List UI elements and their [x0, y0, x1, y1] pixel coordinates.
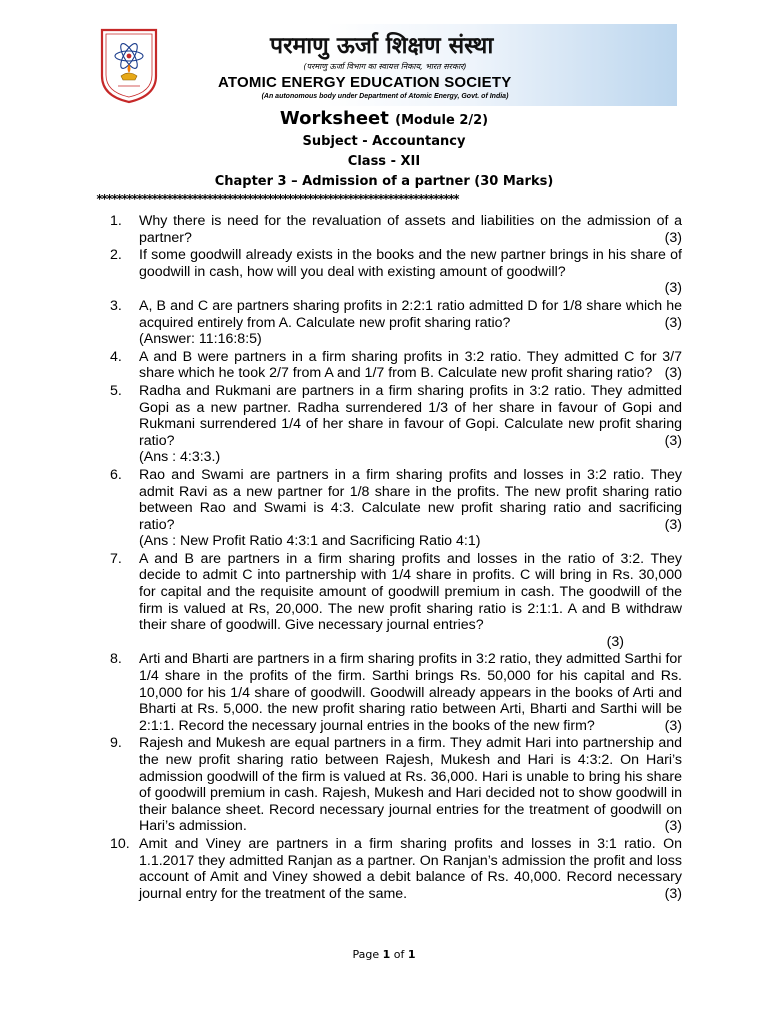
question-text: A, B and C are partners sharing profits in 2:2:1 ratio admitted D for 1/8 share which he acquired entirely from A. Calculate new profit sharing ratio? [139, 297, 682, 331]
question-item [110, 836, 682, 902]
question-answer: (Answer: 11:16:8:5) [139, 331, 262, 348]
question-text: If some goodwill already exists in the books and the new partner brings in his share of goodwill in cash, how will you deal with existing amount of goodwill? [139, 247, 682, 280]
class-label: Class - XII [347, 154, 421, 169]
question-number: 7. [110, 550, 122, 567]
question-list [110, 213, 682, 902]
question-text: A and B were partners in a firm sharing profits in 3:2 ratio. They admitted C for 3/7 share which he took 2/7 from A and 1/7 from B. Calculate new profit sharing ratio? [139, 348, 682, 382]
question-item [110, 735, 682, 835]
question-item [110, 349, 682, 382]
question-text: Rao and Swami are partners in a firm sharing profits and losses in 3:2 ratio. They admit Ravi as a new partner for 1/8 share in the profits. The new profit sharing ratio between Rao and Swami is 4:3. Calculate new profit sharing ratio and sacrificing ratio? [139, 466, 682, 533]
star-separator: ************************************************************************ [96, 192, 458, 206]
module-label: (Module 2/2) [395, 113, 489, 128]
page-of: of [390, 948, 408, 961]
question-number: 9. [110, 735, 122, 752]
question-item [110, 298, 682, 348]
question-marks: (3) [664, 818, 682, 835]
page-number: 1 [382, 948, 391, 961]
worksheet-title-text: Worksheet [279, 108, 389, 129]
question-marks: (3) [664, 516, 682, 533]
question-marks: (3) [664, 229, 682, 246]
question-answer: (Ans : New Profit Ratio 4:3:1 and Sacrificing Ratio 4:1) [139, 533, 481, 550]
page-total: 1 [407, 948, 416, 961]
question-item [110, 213, 682, 246]
org-title: ATOMIC ENERGY EDUCATION SOCIETY [218, 74, 512, 91]
question-marks: (3) [664, 314, 682, 331]
question-number: 6. [110, 466, 122, 483]
page-footer [0, 948, 768, 961]
question-marks: (3) [664, 280, 682, 297]
question-text: Amit and Viney are partners in a firm sharing profits and losses in 3:1 ratio. On 1.1.2017 they admitted Ranjan as a partner. On Ranjan’s admission the profit and loss account of Amit and Viney showed a debit balance of Rs. 40,000. Record necessary journal entry for the treatment of the same. [139, 835, 682, 902]
question-answer: (Ans : 4:3:3.) [139, 449, 221, 466]
page-prefix: Page [352, 948, 383, 961]
question-number: 2. [110, 247, 122, 264]
chapter-title: Chapter 3 – Admission of a partner (30 Marks) [214, 174, 554, 189]
question-number: 1. [110, 213, 122, 229]
question-number: 4. [110, 348, 122, 365]
worksheet-title [0, 108, 768, 129]
question-text: A and B are partners in a firm sharing profits and losses in the ratio of 3:2. They decide to admit C into partnership with 1/4 share in profits. C will bring in Rs. 30,000 for capital and the requisite amount of goodwill premium in cash. The goodwill of the firm is valued at Rs, 20,000. The new profit sharing ratio is 2:1:1. A and B withdraw their share of goodwill. Give necessary journal entries? [139, 550, 682, 634]
hindi-org-subtitle: (परमाणु ऊर्जा विभाग का स्वायत्त निकाय, भारत सरकार) [303, 62, 467, 71]
question-text: Arti and Bharti are partners in a firm sharing profits in 3:2 ratio, they admitted Sarthi for 1/4 share in the profits of the firm. Sarthi brings Rs. 50,000 for his capital and Rs. 10,000 for his 1/4 share of goodwill. Goodwill already appears in the books of Arti and Bharti at Rs. 5,000. the new profit sharing ratio between Arti, Bharti and Sarthi will be 2:1:1. Record the necessary journal entries in the books of the new firm? [139, 651, 682, 734]
question-number: 5. [110, 382, 122, 399]
question-marks: (3) [664, 717, 682, 734]
question-text: Rajesh and Mukesh are equal partners in a firm. They admit Hari into partnership and the new profit sharing ratio between Rajesh, Mukesh and Hari is 4:3:2. On Hari’s admission goodwill of the firm is valued at Rs. 36,000. Hari is unable to bring his share of goodwill premium in cash. Rajesh, Mukesh and Hari decided not to show goodwill in their balance sheet. Record necessary journal entries for the treatment of goodwill on Hari’s admission. [139, 735, 682, 835]
org-subtitle: (An autonomous body under Department of Atomic Energy, Govt. of India) [261, 93, 509, 100]
question-item [110, 551, 682, 651]
hindi-org-title: परमाणु ऊर्जा शिक्षण संस्था [270, 33, 494, 59]
question-text: Radha and Rukmani are partners in a firm sharing profits in 3:2 ratio. They admitted Gopi as a new partner. Radha surrendered 1/3 of her share in favour of Gopi and Rukmani surrendered 1/4 of her share in favour of Gopi. Calculate new profit sharing ratio? [139, 382, 682, 449]
subject-label: Subject - Accountancy [302, 134, 466, 149]
question-number: 8. [110, 651, 122, 668]
question-number: 3. [110, 297, 122, 314]
question-marks: (3) [664, 885, 682, 902]
question-number: 10. [110, 835, 130, 852]
question-item [110, 383, 682, 466]
question-item [110, 467, 682, 550]
question-marks: (3) [664, 432, 682, 449]
aees-emblem-icon [96, 26, 162, 104]
question-item [110, 651, 682, 734]
question-item [110, 247, 682, 297]
question-marks: (3) [664, 365, 682, 382]
question-marks: (3) [606, 633, 624, 650]
question-text: Why there is need for the revaluation of assets and liabilities on the admission of a partner? [139, 213, 682, 246]
